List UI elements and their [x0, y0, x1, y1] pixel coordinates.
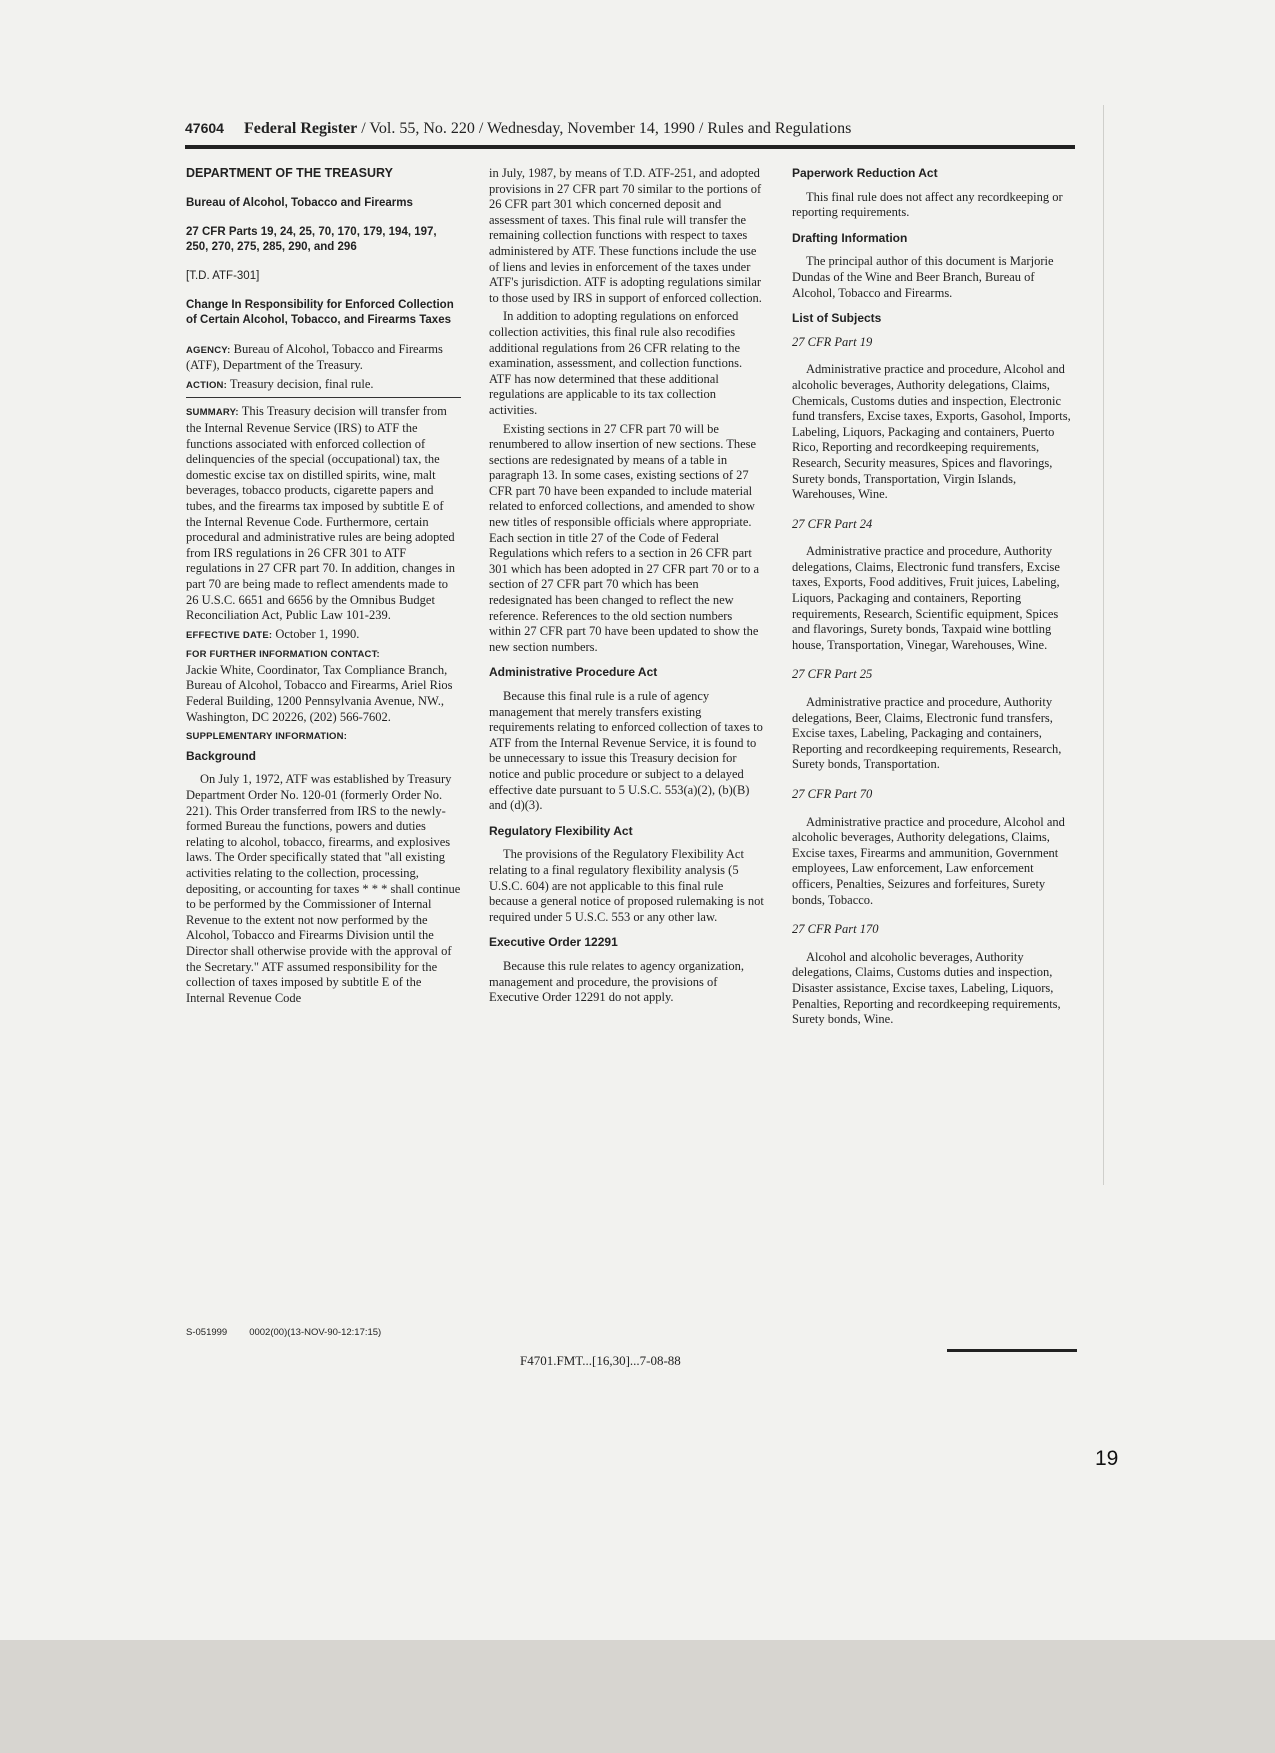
background-text: On July 1, 1972, ATF was established by Treasury Department Order No. 120-01 (formerly Order No. 221). This Order transferred from IRS to the newly-formed Bureau the functions, powers and duties relating to alcohol, tobacco, firearms, and explosives laws. The Order specifically stated that "all existing activities relating to the collection, processing, depositing, or accounting for taxes * * * shall continue to be performed by the Commissioner of Internal Revenue to the extent not now performed by the Alcohol, Tobacco and Firearms Division until the Director shall otherwise provide with the approval of the Secretary." ATF assumed responsibility for the collection of taxes imposed by subtitle E of the Internal Revenue Code	[186, 772, 461, 1005]
col2-paragraph-1: in July, 1987, by means of T.D. ATF-251, and adopted provisions in 27 CFR part 70 similar to the portions of 26 CFR part 301 which concerned deposit and assessment of taxes. This final rule will transfer the remaining collection functions with respect to taxes administered by ATF. These functions include the use of liens and levies in enforcement of the taxes under ATF's jurisdiction. ATF is adopting regulations similar to those used by IRS in support of enforced collection.	[489, 166, 762, 305]
drafting-text: The principal author of this document is Marjorie Dundas of the Wine and Beer Branch, Bureau of Alcohol, Tobacco and Firearms.	[792, 254, 1054, 300]
pra-text: This final rule does not affect any recordkeeping or reporting requirements.	[792, 189, 1063, 220]
pra-heading: Paperwork Reduction Act	[792, 166, 938, 180]
agency-text: Bureau of Alcohol, Tobacco and Firearms (ATF), Department of the Treasury.	[186, 341, 443, 373]
rule-title: Change In Responsibility for Enforced Collection of Certain Alcohol, Tobacco, and Firearms Taxes	[186, 298, 454, 326]
cfr-part-25-heading: 27 CFR Part 25	[792, 667, 873, 682]
footer-doc-id: S-051999	[186, 1327, 228, 1338]
contact-text: Jackie White, Coordinator, Tax Compliance Branch, Bureau of Alcohol, Tobacco and Firearms, Ariel Rios Federal Building, 1200 Pennsylvania Avenue, NW., Washington, DC 20226, (202) 566-7602.	[186, 662, 453, 724]
action-paragraph	[186, 377, 461, 394]
effective-date-paragraph	[186, 627, 461, 644]
cfr-part-19-heading: 27 CFR Part 19	[792, 334, 873, 349]
column-3	[792, 166, 1076, 1031]
eo-text: Because this rule relates to agency organization, management and procedure, the provisions of Executive Order 12291 do not apply.	[489, 958, 744, 1005]
footer-rule	[947, 1349, 1077, 1352]
cfr-part-24-subjects: Administrative practice and procedure, Authority delegations, Claims, Electronic fund transfers, Excise taxes, Exports, Food additives, Fruit juices, Labeling, Liquors, Packaging and containers, Reporting requirements, Research, Scientific equipment, Spices and flavorings, Surety bonds, Taxpaid wine bottling house, Transportation, Vinegar, Warehouses, Wine.	[792, 544, 1060, 652]
apa-text: Because this final rule is a rule of agency management that merely transfers existing requirements relating to enforced collection of taxes to ATF from the Internal Revenue Service, it is found to be unnecessary to issue this Treasury decision for notice and public procedure or subject to a delayed effective date pursuant to 5 U.S.C. 553(a)(2), (b)(B) and (d)(3).	[489, 689, 763, 813]
cfr-part-170-subjects: Alcohol and alcoholic beverages, Authority delegations, Claims, Customs duties and inspection, Disaster assistance, Excise taxes, Labeling, Liquors, Penalties, Reporting and recordkeeping requirements, Surety bonds, Wine.	[792, 949, 1061, 1027]
section-divider	[186, 397, 461, 398]
cfr-part-25-subjects: Administrative practice and procedure, Authority delegations, Beer, Claims, Electronic fund transfers, Excise taxes, Labeling, Packaging and containers, Reporting and recordkeeping requirements, Research, Surety bonds, Transportation.	[792, 695, 1062, 772]
contact-label: FOR FURTHER INFORMATION CONTACT:	[186, 649, 380, 661]
agency-paragraph	[186, 342, 461, 374]
apa-heading: Administrative Procedure Act	[489, 665, 658, 680]
effective-date-text: October 1, 1990.	[275, 626, 360, 641]
header-page-number: 47604	[185, 120, 224, 136]
background-heading: Background	[186, 748, 257, 763]
cfr-part-170-heading: 27 CFR Part 170	[792, 922, 879, 937]
rfa-text: The provisions of the Regulatory Flexibility Act relating to a final regulatory flexibility analysis (5 U.S.C. 604) are not applicable to this final rule because a general notice of proposed rulemaking is not required under 5 U.S.C. 553 or any other law.	[489, 847, 764, 924]
header-details: / Vol. 55, No. 220 / Wednesday, November 14, 1990 / Rules and Regulations	[357, 120, 852, 137]
footer-file-reference: F4701.FMT...[16,30]...7-08-88	[520, 1353, 681, 1368]
summary-paragraph	[186, 404, 461, 623]
header-publication: Federal Register	[243, 120, 358, 137]
drafting-heading: Drafting Information	[792, 230, 908, 245]
action-text: Treasury decision, final rule.	[229, 376, 374, 391]
cfr-part-19-subjects: Administrative practice and procedure, Alcohol and alcoholic beverages, Authority delegations, Claims, Chemicals, Customs duties and inspection, Electronic fund transfers, Excise taxes, Exports, Gasohol, Imports, Labeling, Liquors, Packaging and containers, Puerto Rico, Reporting and recordkeeping requirements, Research, Security measures, Spices and flavorings, Surety bonds, Transportation, Virgin Islands, Warehouses, Wine.	[792, 362, 1071, 502]
bureau-heading: Bureau of Alcohol, Tobacco and Firearms	[186, 196, 413, 209]
summary-text: This Treasury decision will transfer from the Internal Revenue Service (IRS) to ATF the functions associated with enforced collection of delinquencies of the special (occupational) tax, the domestic excise tax on distilled spirits, wine, malt beverages, tobacco products, cigarette papers and tubes, and the firearms tax imposed by subtitle E of the Internal Revenue Code. Furthermore, certain procedural and administrative rules are being adopted from IRS regulations in 26 CFR 301 to ATF regulations in 27 CFR part 70. In addition, changes in part 70 are being made to reflect amendents made to 26 U.S.C. 6651 and 6656 by the Omnibus Budget Reconciliation Act, Public Law 101-239.	[186, 404, 456, 623]
supplementary-paragraph	[186, 728, 461, 745]
footer-identifier	[186, 1327, 403, 1338]
subjects-heading: List of Subjects	[792, 311, 882, 326]
scanner-bed-band	[0, 1640, 1275, 1753]
summary-label: SUMMARY:	[186, 407, 239, 419]
supplementary-label: SUPPLEMENTARY INFORMATION:	[186, 731, 348, 743]
cfr-part-70-heading: 27 CFR Part 70	[792, 787, 873, 801]
docket-number: [T.D. ATF-301]	[186, 269, 260, 282]
col2-paragraph-3: Existing sections in 27 CFR part 70 will be renumbered to allow insertion of new sections. These sections are redesignated by means of a table in paragraph 13. In some cases, existing sections of 27 CFR part 70 have been expanded to include material related to enforced collections, and amended to show new titles of responsible officials where appropriate. Each section in title 27 of the Code of Federal Regulations which refers to a section in 26 CFR part 301 which has been adopted in 27 CFR part 70 or to a section of 27 CFR part 70 which has been redesignated has been changed to reflect the new reference. References to the old section numbers within 27 CFR part 70 have been updated to show the new section numbers.	[489, 421, 760, 654]
header-rule	[185, 145, 1075, 149]
column-1	[186, 166, 461, 1009]
effective-date-label: EFFECTIVE DATE:	[186, 629, 273, 641]
rfa-heading: Regulatory Flexibility Act	[489, 823, 633, 838]
page-number: 19	[1095, 1447, 1119, 1470]
cfr-parts-heading: 27 CFR Parts 19, 24, 25, 70, 170, 179, 194, 197, 250, 270, 275, 285, 290, and 296	[186, 225, 437, 253]
department-heading: DEPARTMENT OF THE TREASURY	[186, 166, 393, 180]
column-2	[489, 166, 764, 1009]
cfr-part-24-heading: 27 CFR Part 24	[792, 516, 873, 531]
margin-rule	[1103, 105, 1104, 1185]
col2-paragraph-2: In addition to adopting regulations on enforced collection activities, this final rule also recodifies additional regulations from 26 CFR relating to the examination, assessment, and collection functions. ATF has now determined that these additional regulations are applicable to its tax collection activities.	[489, 309, 743, 417]
agency-label: AGENCY:	[186, 344, 231, 356]
cfr-part-70-subjects: Administrative practice and procedure, Alcohol and alcoholic beverages, Authority delegations, Claims, Excise taxes, Firearms and ammunition, Government employees, Law enforcement, Law enforcement officers, Penalties, Seizures and forfeitures, Surety bonds, Tobacco.	[792, 814, 1065, 907]
footer-timestamp: 0002(00)(13-NOV-90-12:17:15)	[249, 1327, 382, 1338]
contact-paragraph	[186, 646, 461, 725]
action-label: ACTION:	[186, 379, 227, 391]
eo-heading: Executive Order 12291	[489, 935, 618, 950]
page-header	[185, 120, 1075, 144]
